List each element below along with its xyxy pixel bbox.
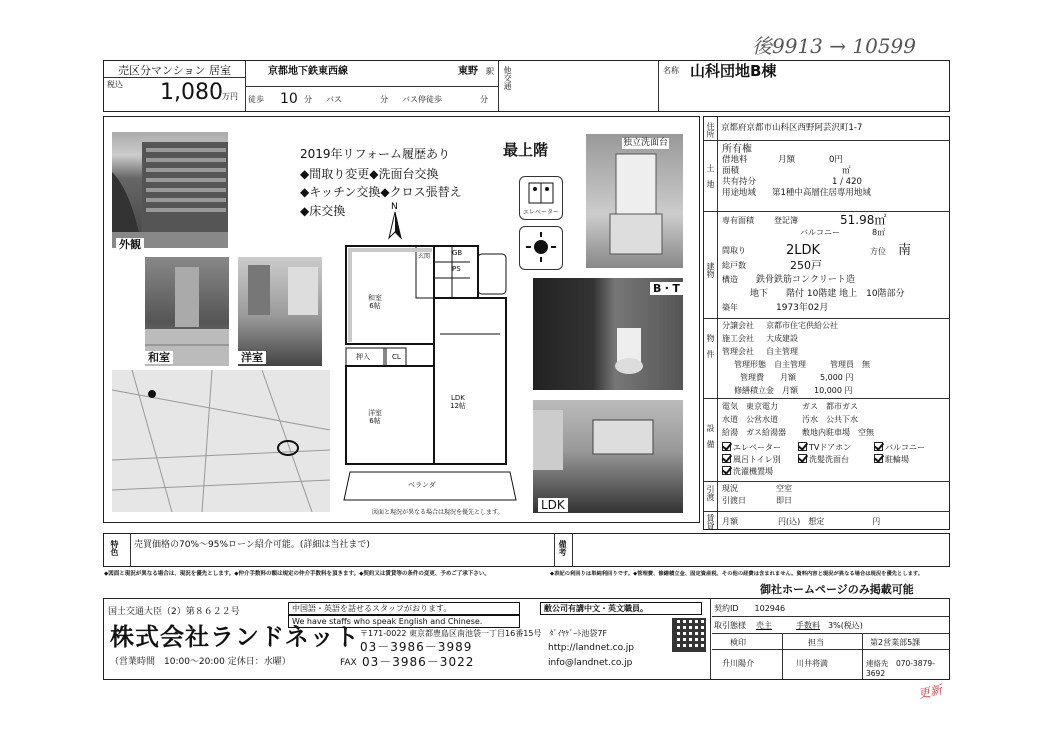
staff-name: 川井将満 (796, 659, 828, 668)
check-tv-intercom: TVドアホン (809, 443, 852, 452)
fee-label: 手数料 (796, 621, 820, 630)
facilities-label: 設備 (706, 424, 715, 456)
structure-value: 鉄骨鉄筋コンクリート造 (756, 275, 855, 285)
contract-id-label: 契約ID (714, 604, 739, 613)
area-value: 51.98㎡ (840, 213, 887, 227)
check-elevator: エレベーター (733, 443, 781, 452)
land-rent: 月額 0円 (778, 155, 843, 165)
check-balcony: バルコニー (885, 443, 925, 452)
price-unit: 万円 (222, 92, 238, 101)
zoning: 第1種中高層住居専用地域 (772, 188, 871, 198)
room-oshiire: 押入 (356, 353, 370, 361)
room-washitsu: 和室 6帖 (368, 294, 382, 311)
location-label: 住所 (706, 122, 715, 138)
handover-time: 即日 (776, 496, 792, 505)
remarks-label: 備考 (558, 540, 567, 556)
company-fax: 03－3986－3022 (362, 655, 475, 669)
company-url[interactable]: http://landnet.co.jp (548, 643, 635, 653)
land-area-label: 面積 (722, 166, 740, 176)
features-text: 売買価格の70%〜95%ローン紹介可能。(詳細は当社まで) (134, 540, 370, 550)
reform-history: 2019年リフォーム履歴あり (300, 147, 450, 161)
room-youshitsu: 洋室 6帖 (368, 409, 382, 426)
layout-value: 2LDK (786, 243, 821, 258)
property-name: 山科団地B棟 (690, 62, 777, 80)
land-share-label: 共有持分 (722, 177, 757, 187)
built-label: 築年 (722, 303, 738, 312)
floor-plan (340, 244, 520, 512)
pr-line-3: ◆床交換 (300, 204, 346, 218)
company-name: 株式会社ランドネット (110, 623, 360, 651)
rent-label: 賃貸 (706, 514, 715, 530)
builder-value: 大成建設 (766, 334, 798, 343)
disclaimer-left: ◆図面と現況が異なる場合は、現況を優先とします。◆仲介手数料の額は規定の仲介手数料を頂きます。◆契約又は賃貸等の条件の変更、予めご了承下さい。 (104, 571, 490, 577)
area-label: 専有面積 (722, 216, 754, 225)
price-value: 1,080 (160, 80, 223, 105)
land-label: 土地 (706, 164, 715, 196)
staff-language-cn: 敝公司有講中文・英文職員。 (540, 602, 702, 615)
built-value: 1973年02月 (776, 303, 829, 313)
manager-value: 自主管理 (766, 347, 798, 356)
fee-value: 3%(税込) (828, 621, 863, 630)
license-number: 国土交通大臣（2）第８６２２号 (108, 607, 240, 617)
svg-text:N: N (391, 202, 398, 212)
business-hours: （営業時間 10:00〜20:00 定休日：水曜） (110, 657, 291, 667)
room-ps: PS (452, 265, 461, 273)
land-tenure: 所有権 (722, 144, 752, 155)
western-room-label: 洋室 (238, 351, 266, 364)
building-label: 建物 (706, 262, 715, 278)
check-shampoo-basin: 洗髪洗面台 (809, 455, 849, 464)
bus-stop-unit: 分 (480, 95, 488, 104)
check-separate-bath: 風呂トイレ別 (733, 455, 781, 464)
mgmt-fee: 管理費 月額 5,000 円 (740, 373, 854, 382)
washstand-label: 独立洗面台 (623, 138, 669, 148)
japanese-room-label: 和室 (145, 351, 173, 364)
room-genkan: 玄関 (418, 253, 431, 260)
contract-id: 102946 (754, 604, 786, 613)
management-section-label: 物件 (706, 334, 715, 366)
manager-label: 管理会社 (722, 347, 754, 356)
room-ldk: LDK 12帖 (450, 394, 466, 411)
sunlight-icon (519, 226, 563, 270)
exterior-label: 外観 (116, 238, 144, 251)
utilities-2: 水道 公営水道 汚水 公共下水 (722, 415, 858, 424)
room-veranda: ベランダ (408, 481, 436, 489)
qr-code-icon (672, 618, 706, 652)
floor-plan-note: 図面と現況が異なる場合は現況を優先とします。 (372, 509, 504, 516)
elevator-icon (519, 176, 563, 220)
units-value: 250戸 (790, 259, 822, 272)
status-label: 現況 (722, 484, 738, 493)
handover-time-label: 引渡日 (722, 496, 746, 505)
compass-icon (383, 200, 407, 240)
builder-label: 施工会社 (722, 334, 754, 343)
area-kind: 登記簿 (774, 216, 798, 225)
check-bicycle: 駐輪場 (885, 455, 909, 464)
utilities-3: 給湯 ガス給湯器 敷地内駐車場 空無 (722, 428, 874, 437)
staff-contact: 連絡先 070-3879-3692 (866, 659, 935, 678)
ldk-photo (533, 400, 683, 513)
handwritten-note: 後9913 → 10599 (752, 34, 916, 58)
transaction-type: 売主 (756, 621, 772, 630)
pr-line-2: ◆キッチン交換◆クロス張替え (300, 185, 462, 199)
land-rows (722, 144, 946, 199)
room-cl: CL (392, 353, 401, 361)
walk-label: 徒歩 (248, 95, 264, 104)
fax-label: FAX (340, 658, 357, 668)
land-area: ㎡ (842, 166, 851, 176)
bath-toilet-label: B・T (650, 282, 683, 295)
listing-restriction: 御社ホームページのみ掲載可能 (760, 583, 914, 596)
balcony-label: バルコニー (800, 228, 840, 237)
features-label: 特色 (110, 540, 119, 556)
elevator-icon-label: エレベーター (522, 209, 559, 216)
contract-table (712, 600, 949, 679)
repair-fee: 修繕積立金 月額 10,000 円 (734, 386, 853, 395)
station-name: 東野 (458, 66, 478, 77)
exterior-photo (112, 132, 228, 248)
structure-label: 構造 (722, 275, 738, 284)
units-label: 総戸数 (722, 261, 746, 270)
ldk-label: LDK (538, 498, 568, 512)
category-label: 売区分マンション 居室 (118, 64, 232, 77)
staff-label: 担当 (808, 638, 824, 647)
train-line: 京都地下鉄東西線 (268, 66, 348, 77)
staff-language-en: We have staffs who speak English and Chinese. (288, 615, 520, 628)
walk-unit: 分 (304, 95, 312, 104)
facility-checks (722, 442, 946, 478)
department: 第2営業部5課 (870, 638, 921, 647)
utilities-1: 電気 東京電力 ガス 都市ガス (722, 402, 858, 411)
handwritten-corner-note: 更新 (916, 682, 944, 702)
name-label: 名称 (663, 66, 679, 75)
mgmt-form: 管理形態 自主管理 管理員 無 (734, 360, 870, 369)
direction-value: 南 (898, 243, 912, 258)
balcony-value: 8㎡ (872, 228, 886, 237)
check-washer-space: 洗濯機置場 (733, 467, 773, 476)
station-suffix: 駅 (486, 67, 494, 76)
direction-label: 方位 (870, 247, 886, 256)
rent-value: 月額 円(込) 想定 円 (722, 517, 881, 526)
disclaimer-right: ◆表記の利回りは単純利回りです。◆管理費、修繕積立金、固定資産税、その他の経費は含まれません。資料内容と現況が異なる場合は現況を優先とします。 (550, 571, 924, 577)
location: 京都府京都市山科区西野阿芸沢町1-7 (721, 123, 863, 133)
western-room-photo (238, 257, 322, 366)
japanese-room-photo (145, 257, 229, 366)
layout-label: 間取り (722, 246, 746, 255)
bus-label: バス (326, 95, 342, 104)
handover-label: 引渡 (706, 485, 715, 501)
other-transport-label: 他交通 (503, 66, 512, 90)
company-tel: 03－3986－3989 (360, 640, 473, 654)
pr-line-1: ◆間取り変更◆洗面台交換 (300, 167, 439, 181)
features-box (103, 533, 950, 567)
inspector-name: 升川陽介 (722, 659, 754, 668)
price-tax-label: 税込 (107, 80, 123, 89)
seller-value: 京都市住宅供給公社 (766, 321, 838, 330)
seller-label: 分譲会社 (722, 321, 754, 330)
staff-language-jp: 中国語・英語を話せるスタッフがおります。 (288, 602, 520, 615)
land-share: 1 / 420 (832, 177, 862, 187)
bus-minutes-unit: 分 (380, 95, 388, 104)
top-floor-label: 最上階 (503, 141, 549, 159)
land-rent-label: 借地料 (722, 155, 748, 165)
zoning-label: 用途地域 (722, 188, 757, 198)
bus-stop-label: バス停徒歩 (402, 95, 442, 104)
washstand-photo (586, 134, 683, 268)
company-email[interactable]: info@landnet.co.jp (548, 658, 633, 668)
location-map (112, 370, 330, 512)
transaction-label: 取引態様 (714, 621, 746, 630)
status-value: 空室 (776, 484, 792, 493)
company-address: 〒171-0022 東京都豊島区南池袋一丁目16番15号 ﾀﾞｲﾔｹﾞｰﾄ池袋7F (360, 629, 608, 638)
floors-value: 地下 階付 10階建 地上 10階部分 (750, 289, 905, 299)
inspect-label: 検印 (730, 638, 746, 647)
room-gb: GB (452, 249, 463, 257)
walk-minutes: 10 (280, 91, 298, 107)
